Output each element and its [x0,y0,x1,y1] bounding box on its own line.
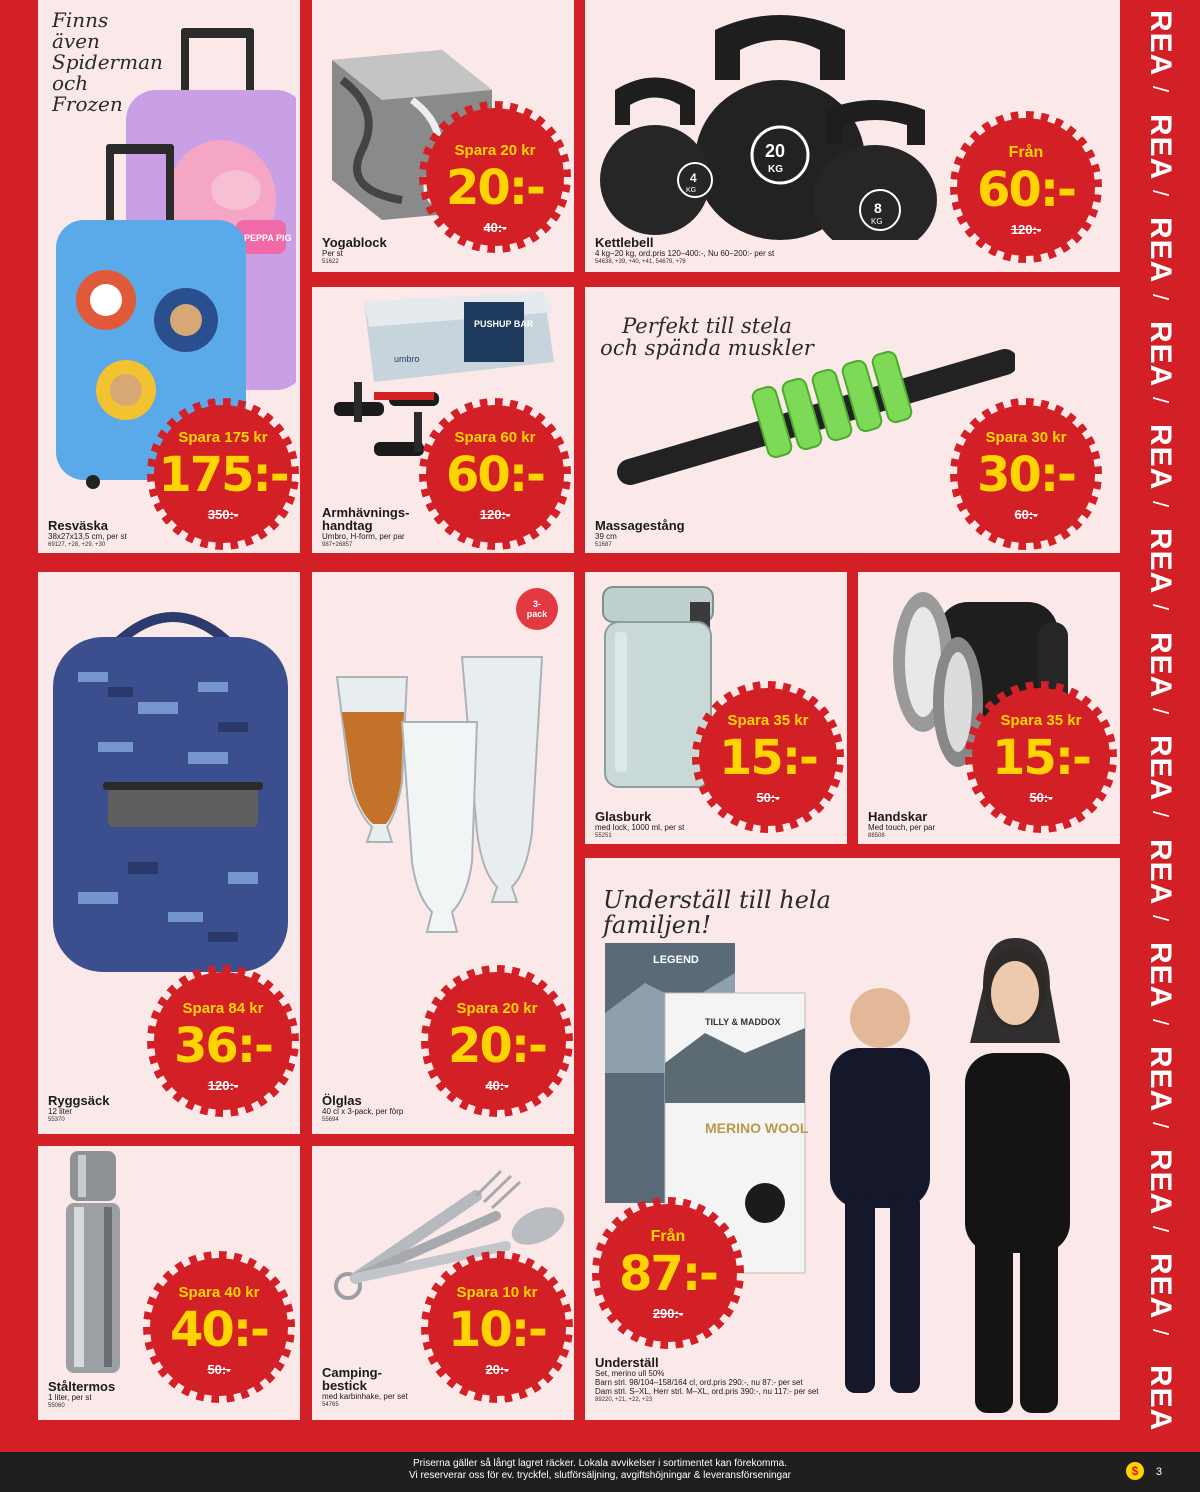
footer-line-2: Vi reserverar oss för ev. tryckfel, slutförsäljning, avgiftshöjningar & leveransförseningar [408,1470,792,1481]
price-burst [972,688,1110,826]
product-name: Yogablock [322,235,387,250]
old-price: 50:- [756,790,780,805]
rea-label: REA [1144,1365,1177,1432]
product-code: 987+26857 [322,542,353,548]
save-label: Spara 20 kr [456,1000,538,1017]
price: 10:- [448,1302,546,1358]
product-code: 55060 [48,1403,65,1409]
product-name: Underställ [595,1355,659,1370]
beer-glasses-image [332,652,552,972]
price: 20:- [446,160,544,216]
old-price: 120:- [207,1078,239,1093]
price-burst [428,972,566,1110]
svg-text:TILLY & MADDOX: TILLY & MADDOX [705,1017,781,1027]
backpack-image [48,592,298,982]
product-panel-olglas[interactable] [312,572,574,1134]
save-label: Spara 10 kr [456,1284,538,1301]
svg-text:PUSHUP BAR: PUSHUP BAR [474,319,534,329]
product-panel-kettlebell[interactable] [585,0,1120,272]
product-desc: 38x27x13,5 cm, per st [48,532,127,541]
product-name: Ölglas [322,1093,362,1108]
save-label: Spara 175 kr [178,429,268,446]
product-name: Resväska [48,518,108,533]
footer-line-1: Priserna gäller så långt lagret räcker. Lokala avvikelser i sortimentet kan förekomma. [412,1458,788,1469]
svg-text:MERINO WOOL: MERINO WOOL [705,1120,809,1136]
handwritten-note: Finns även Spiderman och Frozen [52,8,163,116]
product-panel-glasburk[interactable] [585,572,847,844]
product-code: 55251 [595,833,612,839]
kettlebell-image [595,10,965,240]
price: 15:- [992,730,1090,786]
save-label: Från [1008,144,1044,161]
price: 20:- [448,1018,546,1074]
old-price: 40:- [485,1078,509,1093]
rea-label: REA/ [1144,735,1177,819]
price-burst [426,405,564,543]
product-code: 88508 [868,833,885,839]
price: 40:- [170,1302,268,1358]
rea-label: REA/ [1144,631,1177,715]
price-burst [426,108,564,246]
price-burst [599,1204,737,1342]
product-panel-armhavning[interactable] [312,287,574,553]
product-code: 69127, +28, +29, +30 [48,542,106,548]
product-info [595,1356,845,1404]
product-name: Kettlebell [595,235,654,250]
rea-label: REA/ [1144,10,1177,94]
old-price: 120:- [479,507,511,522]
product-info [322,1366,408,1409]
rea-label: REA/ [1144,320,1177,405]
old-price: 20:- [485,1362,509,1377]
product-info [595,810,684,840]
product-desc: 39 cm [595,532,617,541]
thermos-image [60,1151,130,1381]
product-info [48,1380,115,1410]
product-panel-staltermos[interactable] [38,1146,300,1420]
svg-text:umbro: umbro [394,354,420,364]
price-burst [699,688,837,826]
price: 175:- [158,447,288,503]
rea-label: REA/ [1144,217,1177,301]
product-desc: med karbinhake, per set [322,1392,408,1401]
rea-banner-column [1120,0,1200,1450]
svg-text:PEPPA PIG: PEPPA PIG [244,233,292,243]
svg-text:4: 4 [690,171,697,185]
old-price: 60:- [1014,507,1038,522]
price: 15:- [719,730,817,786]
product-code: 55370 [48,1117,65,1123]
product-code: 51622 [322,259,339,265]
save-label: Spara 35 kr [727,712,809,729]
rea-label: REA/ [1144,838,1177,923]
product-name: Armhävnings- handtag [322,505,410,533]
product-panel-massagestang[interactable] [585,287,1120,553]
price: 30:- [977,447,1075,503]
save-label: Spara 30 kr [985,429,1067,446]
svg-text:KG: KG [871,217,883,226]
product-info [322,1094,403,1124]
product-info [48,1094,109,1124]
price: 87:- [619,1246,717,1302]
product-name: Ryggsäck [48,1093,110,1108]
product-info [48,519,127,549]
product-panel-campingbestick[interactable] [312,1146,574,1420]
price: 60:- [446,447,544,503]
svg-text:LEGEND: LEGEND [653,954,699,966]
product-desc: Umbro, H-form, per par [322,532,405,541]
save-label: Spara 20 kr [454,142,536,159]
product-info [595,519,685,549]
save-label: Spara 35 kr [1000,712,1082,729]
rea-label: REA/ [1144,1045,1177,1130]
product-desc: med lock, 1000 ml, per st [595,823,685,832]
product-desc: Med touch, per par [868,823,936,832]
old-price: 50:- [1029,790,1053,805]
price-burst [428,1258,566,1396]
price: 60:- [977,162,1075,218]
product-info [595,236,774,266]
rea-label: REA/ [1144,1252,1177,1337]
price-burst [154,972,292,1110]
price-burst [957,118,1095,256]
old-price: 290:- [652,1306,684,1321]
footer-disclaimer [0,1452,1200,1492]
product-desc: Per st [322,249,343,258]
product-name: Handskar [868,809,928,824]
rea-label: REA/ [1144,942,1177,1026]
product-desc: 40 cl x 3-pack, per förp [322,1107,404,1116]
product-desc: 1 liter, per st [48,1393,92,1402]
product-name: Ståltermos [48,1379,116,1394]
handwritten-note: Underställ till hela familjen! [603,886,831,940]
page-number: 3 [1155,1466,1162,1478]
rea-label: REA/ [1144,1149,1177,1233]
pack-badge: 3- pack [516,588,558,630]
product-panel-yogablock[interactable] [312,0,574,272]
product-info [868,810,935,840]
price-burst [150,1258,288,1396]
product-code: 89220, +21, +22, +23 [595,1397,653,1403]
old-price: 40:- [483,220,507,235]
product-name: Glasburk [595,809,652,824]
save-label: Spara 40 kr [178,1284,260,1301]
price: 36:- [174,1018,272,1074]
product-panel-handskar[interactable] [858,572,1120,844]
product-desc: 4 kg–20 kg, ord.pris 120–400:-, Nu 60–200:- per st [595,249,775,258]
product-code: 54765 [322,1402,339,1408]
product-code: 51687 [595,542,612,548]
product-code: 55694 [322,1117,339,1123]
store-logo-icon: $ [1126,1462,1144,1480]
product-name: Camping- bestick [322,1365,382,1393]
svg-text:20: 20 [765,141,786,161]
product-desc: 12 liter [48,1107,73,1116]
svg-text:8: 8 [874,200,882,216]
price-burst [957,405,1095,543]
old-price: 50:- [207,1362,231,1377]
svg-text:KG: KG [686,187,697,194]
product-name: Massagestång [595,518,685,533]
old-price: 120:- [1010,222,1042,237]
price-burst [154,405,292,543]
svg-text:KG: KG [768,164,783,175]
product-desc: Set, merino ull 50% Barn strl. 98/104–158/164 cl, ord.pris 290:-, nu 87:- per set Dam strl. S–XL, Herr strl. M–XL, ord.pris 390:-, nu 117:- per set [595,1369,819,1396]
product-info [322,506,409,549]
product-info [322,236,387,266]
product-panel-understall[interactable] [585,858,1120,1420]
save-label: Från [650,1228,686,1245]
rea-label: REA/ [1144,113,1177,198]
save-label: Spara 84 kr [182,1000,264,1017]
product-panel-ryggsack[interactable] [38,572,300,1134]
old-price: 350:- [207,507,239,522]
handwritten-note: Perfekt till stela och spända muskler [600,314,814,361]
rea-label: REA/ [1144,527,1177,612]
save-label: Spara 60 kr [454,429,536,446]
product-code: 54638, +39, +40, +41, 54679, +78 [595,259,686,265]
rea-label: REA/ [1144,424,1177,508]
product-panel-resvaska[interactable] [38,0,300,553]
